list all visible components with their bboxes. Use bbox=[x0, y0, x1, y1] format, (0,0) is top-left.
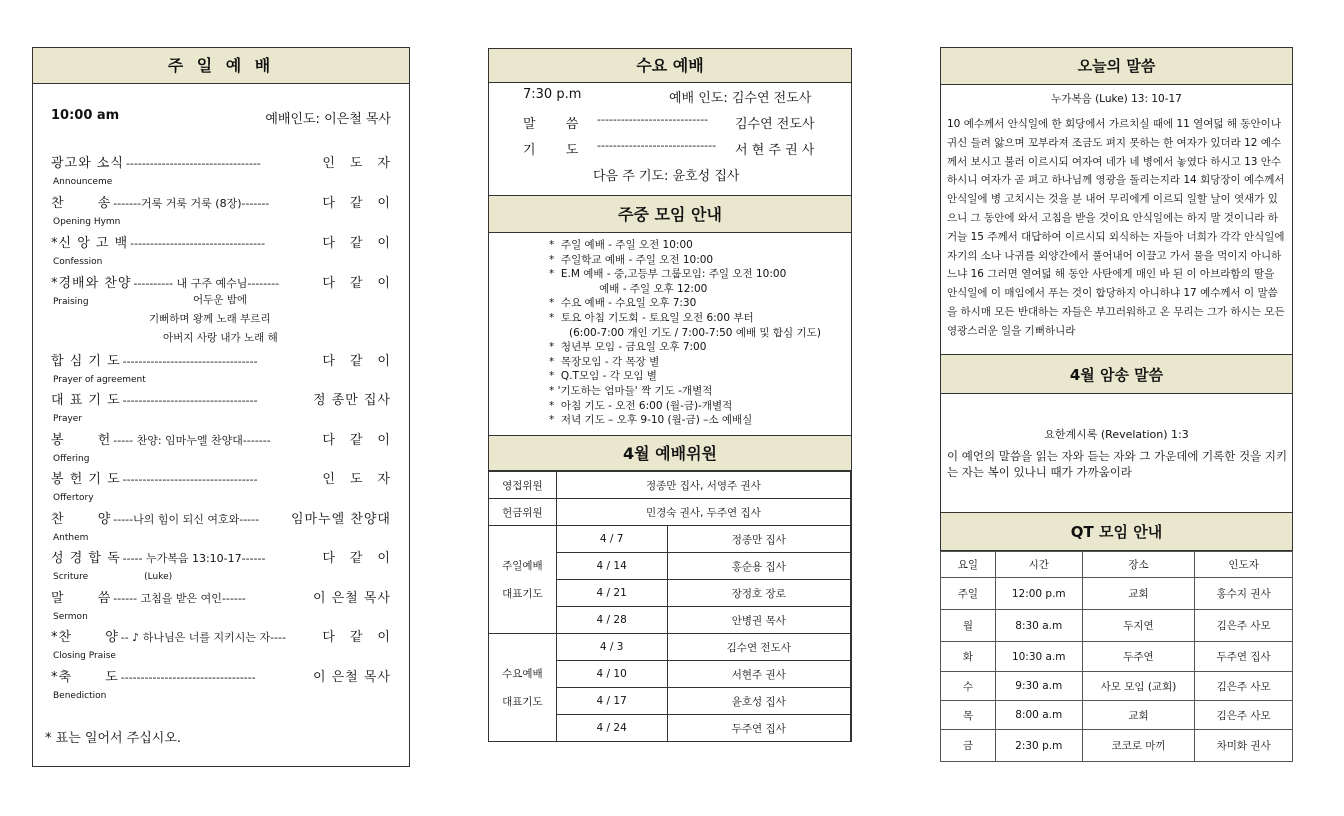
offering-row bbox=[489, 499, 851, 526]
sunday-prayer-group-label bbox=[489, 526, 557, 634]
order-item-detail: ----- 누가복음 13:10-17------ bbox=[122, 552, 266, 565]
order-item-english bbox=[53, 691, 391, 701]
order-item-line bbox=[51, 508, 391, 527]
todays-word-text: 10 예수께서 안식일에 한 회당에서 가르치실 때에 11 열여덟 해 동안이나 귀신 들려 앓으며 꼬부라져 조금도 펴지 못하는 한 여자가 있더라 12 예수께서 보시고 불러 이르시되 여자여 네가 네 병에서 놓였다 하시고 13 안수하시니 여자가 곧 펴고 하나님께 영광을 돌리는지라 14 회당장이 예수께서 안식일에 병 고치시는 것을 분 내어 무리에게 이르되 일할 날이 엿새가 있으니 그 동안에 와서 고침을 받을 것이요 안식일에는 하지 말 것이니라 하거늘 15 주께서 대답하여 이르시되 외식하는 자들아 너희가 각각 안식일에 자기의 소나 나귀를 외양간에서 풀어내어 이끌고 가서 물을 먹이지 아니하느냐 16 그러면 열여덟 해 동안 사탄에게 매인 바 된 이 아브라함의 딸을 안식일에 이 매임에서 푸는 것이 합당하지 아니하냐 17 예수께서 이 말씀을 하시매 모든 반대하는 자들은 부끄러워하고 온 무리는 그가 하시는 모든 영광스러운 일을 기뻐하니라 bbox=[947, 118, 1285, 337]
order-item-person: 다 같 이 bbox=[322, 354, 391, 369]
order-item-detail: ---------- 내 구주 예수님-------- bbox=[133, 277, 280, 290]
order-item-line bbox=[51, 547, 391, 566]
word-panel bbox=[940, 47, 1293, 762]
wednesday-panel bbox=[488, 48, 852, 742]
greeters-names: 정종만 집사, 서영주 권사 bbox=[556, 472, 850, 499]
order-item-english-label: Prayer bbox=[53, 414, 83, 424]
wednesday-prayer-who: 서 현 주 권 사 bbox=[735, 143, 815, 158]
order-item-person: 다 같 이 bbox=[322, 551, 391, 566]
order-item bbox=[51, 468, 391, 503]
weekly-item: (6:00-7:00 개인 기도 / 7:00-7:50 예배 및 합심 기도) bbox=[549, 326, 821, 339]
order-item-person: 다 같 이 bbox=[322, 236, 391, 251]
order-item-detail: -- ♪ 하나님은 너를 지키시는 자---- bbox=[120, 631, 286, 644]
order-item bbox=[51, 350, 391, 385]
qt-header-row bbox=[941, 552, 1293, 578]
duty-name: 안병권 목사 bbox=[667, 607, 850, 634]
qt-header-time: 시간 bbox=[995, 552, 1082, 578]
order-item-detail: ------ 고침을 받은 여인------ bbox=[113, 592, 246, 605]
weekly-item: * E.M 예배 - 중,고등부 그룹모임: 주일 오전 10:00 bbox=[549, 268, 787, 281]
sunday-service-panel bbox=[32, 47, 410, 767]
qt-leader: 홍수지 권사 bbox=[1195, 578, 1293, 610]
order-item-name: 찬 양 bbox=[51, 512, 112, 527]
duty-date: 4 / 7 bbox=[556, 526, 667, 553]
order-item-line bbox=[51, 626, 391, 645]
order-item-english-label: Praising bbox=[53, 297, 89, 307]
order-item-name: 말 씀 bbox=[51, 591, 112, 606]
todays-word-title: 오늘의 말씀 bbox=[941, 48, 1292, 85]
qt-day: 수 bbox=[941, 672, 996, 701]
greeters-row bbox=[489, 472, 851, 499]
weekly-title: 주중 모임 안내 bbox=[489, 195, 851, 233]
order-item-name: 봉 헌 기 도 bbox=[51, 472, 121, 487]
duty-date: 4 / 28 bbox=[556, 607, 667, 634]
qt-place: 사모 모임 (교회) bbox=[1082, 672, 1195, 701]
wednesday-sermon-label: 말 씀 bbox=[523, 117, 579, 132]
table-row bbox=[941, 610, 1293, 642]
wednesday-leader: 예배 인도: 김수연 전도사 bbox=[669, 91, 812, 106]
todays-word-reference: 누가복음 (Luke) 13: 10-17 bbox=[1051, 93, 1182, 105]
table-row bbox=[489, 526, 851, 553]
table-row bbox=[489, 634, 851, 661]
duty-date: 4 / 17 bbox=[556, 688, 667, 715]
wednesday-prayer-group-label bbox=[489, 634, 557, 742]
order-item-name: 성 경 합 독 bbox=[51, 551, 121, 566]
order-item-english-label: Closing Praise bbox=[53, 651, 116, 661]
sunday-prayer-label-1: 주일예배 bbox=[502, 559, 543, 572]
qt-leader: 두주연 집사 bbox=[1195, 642, 1293, 672]
duty-name: 홍순용 집사 bbox=[667, 553, 850, 580]
order-item-name: *찬 양 bbox=[51, 630, 119, 645]
order-item-detail: ---------------------------------- bbox=[120, 671, 256, 684]
qt-time: 9:30 a.m bbox=[995, 672, 1082, 701]
weekly-item: * 저녁 기도 – 오후 9-10 (월-금) –소 예배실 bbox=[549, 414, 753, 427]
sunday-leader: 예배인도: 이은철 목사 bbox=[265, 112, 391, 127]
table-row bbox=[941, 672, 1293, 701]
praise-line-2: 기뻐하며 왕께 노래 부르리 bbox=[149, 313, 271, 325]
next-week-prayer: 다음 주 기도: 윤호성 집사 bbox=[593, 169, 740, 184]
qt-header-day: 요일 bbox=[941, 552, 996, 578]
table-row bbox=[941, 730, 1293, 762]
order-item bbox=[51, 587, 391, 622]
weekly-item: * Q.T모임 - 각 모임 별 bbox=[549, 370, 657, 383]
duty-date: 4 / 3 bbox=[556, 634, 667, 661]
order-item-english-label: Anthem bbox=[53, 533, 89, 543]
order-item-person: 정 종만 집사 bbox=[312, 393, 391, 408]
order-item-line bbox=[51, 192, 391, 211]
memory-verse-title: 4월 암송 말씀 bbox=[941, 354, 1292, 394]
weekly-item: * 주일학교 예배 - 주일 오전 10:00 bbox=[549, 253, 714, 266]
order-item bbox=[51, 429, 391, 464]
order-item-person: 인 도 자 bbox=[322, 156, 391, 171]
order-item-english bbox=[53, 493, 391, 503]
order-item-line bbox=[51, 272, 391, 291]
order-item bbox=[51, 508, 391, 543]
weekly-item: * '기도하는 엄마들' 짝 기도 -개별적 bbox=[549, 385, 713, 397]
order-item-english bbox=[53, 375, 391, 385]
order-item-line bbox=[51, 232, 391, 251]
weekly-item: * 청년부 모임 - 금요일 오후 7:00 bbox=[549, 341, 707, 354]
duty-name: 정종만 집사 bbox=[667, 526, 850, 553]
wednesday-title: 수요 예배 bbox=[489, 49, 851, 83]
order-item-detail: ---------------------------------- bbox=[122, 394, 258, 407]
sunday-time: 10:00 am bbox=[51, 108, 120, 123]
table-row bbox=[941, 642, 1293, 672]
duty-date: 4 / 21 bbox=[556, 580, 667, 607]
qt-place: 두주연 bbox=[1082, 642, 1195, 672]
order-item bbox=[51, 626, 391, 661]
qt-time: 2:30 p.m bbox=[995, 730, 1082, 762]
order-item-english bbox=[53, 572, 391, 582]
order-item bbox=[51, 232, 391, 267]
order-item-person: 다 같 이 bbox=[322, 630, 391, 645]
qt-day: 주일 bbox=[941, 578, 996, 610]
order-item bbox=[51, 152, 391, 187]
qt-title: QT 모임 안내 bbox=[941, 512, 1292, 551]
wednesday-sermon-who: 김수연 전도사 bbox=[735, 117, 815, 132]
order-item-detail: -----나의 힘이 되신 여호와----- bbox=[113, 513, 260, 526]
wednesday-prayer-label-1: 수요예배 bbox=[502, 667, 543, 680]
order-item-name: *축 도 bbox=[51, 670, 119, 685]
order-item-english bbox=[53, 651, 391, 661]
duty-date: 4 / 14 bbox=[556, 553, 667, 580]
order-item-name: *경배와 찬양 bbox=[51, 276, 132, 291]
order-item-english-label: Scriture bbox=[53, 572, 89, 582]
order-item-english bbox=[53, 177, 391, 187]
order-item-name: 봉 헌 bbox=[51, 433, 112, 448]
order-item-english-label: Confession bbox=[53, 257, 103, 267]
memory-verse-text: 이 예언의 말씀을 읽는 자와 듣는 자와 그 가운데에 기록한 것을 지키는 자는 복이 있나니 때가 가까움이라 bbox=[947, 449, 1288, 479]
order-item-english bbox=[53, 414, 391, 424]
order-item bbox=[51, 389, 391, 424]
order-item bbox=[51, 192, 391, 227]
weekly-item: * 목장모임 - 각 목장 별 bbox=[549, 355, 660, 368]
order-item bbox=[51, 666, 391, 701]
wednesday-prayer-label: 기 도 bbox=[523, 143, 579, 158]
wednesday-sermon-dash: ---------------------------- bbox=[597, 113, 709, 126]
stand-note: * 표는 일어서 주십시오. bbox=[45, 731, 182, 746]
duty-name: 윤호성 집사 bbox=[667, 688, 850, 715]
order-item-name: 찬 송 bbox=[51, 196, 112, 211]
duty-name: 장정호 장로 bbox=[667, 580, 850, 607]
order-item-name: *신 앙 고 백 bbox=[51, 236, 129, 251]
order-item-english-label: Benediction bbox=[53, 691, 107, 701]
order-item-line bbox=[51, 468, 391, 487]
weekly-item: 예배 - 주일 오후 12:00 bbox=[549, 282, 708, 295]
wednesday-prayer-dash: ------------------------------ bbox=[597, 139, 717, 152]
sunday-service-title: 주 일 예 배 bbox=[33, 48, 409, 84]
order-item-english-label: Offering bbox=[53, 454, 90, 464]
offering-names: 민경숙 권사, 두주연 집사 bbox=[556, 499, 850, 526]
qt-header-leader: 인도자 bbox=[1195, 552, 1293, 578]
qt-leader: 김은주 사모 bbox=[1195, 672, 1293, 701]
order-item-english bbox=[53, 612, 391, 622]
praise-line-3: 아버지 사랑 내가 노래 해 bbox=[163, 332, 278, 344]
weekly-item: * 토요 아침 기도회 - 토요일 오전 6:00 부터 bbox=[549, 312, 754, 324]
qt-leader: 차미화 권사 bbox=[1195, 730, 1293, 762]
weekly-item: * 수요 예배 - 수요일 오후 7:30 bbox=[549, 297, 697, 310]
order-item-person: 임마누엘 찬양대 bbox=[290, 512, 391, 527]
order-item-english-label: Offertory bbox=[53, 493, 94, 503]
order-item-person: 인 도 자 bbox=[322, 472, 391, 487]
order-item-detail: ----- 찬양: 임마누엘 찬양대------- bbox=[113, 434, 271, 447]
qt-time: 12:00 p.m bbox=[995, 578, 1082, 610]
april-duty-title: 4월 예배위원 bbox=[489, 435, 851, 471]
qt-place: 교회 bbox=[1082, 701, 1195, 730]
order-item-english-label: Sermon bbox=[53, 612, 88, 622]
order-item-detail: ---------------------------------- bbox=[122, 355, 258, 368]
order-item-person: 다 같 이 bbox=[322, 276, 391, 291]
praise-line-1: 어두운 밤에 bbox=[193, 294, 248, 306]
duty-date: 4 / 24 bbox=[556, 715, 667, 742]
order-item-person: 다 같 이 bbox=[322, 196, 391, 211]
duty-date: 4 / 10 bbox=[556, 661, 667, 688]
qt-day: 화 bbox=[941, 642, 996, 672]
order-item-detail: ---------------------------------- bbox=[130, 237, 266, 250]
weekly-item: * 주일 예배 - 주일 오전 10:00 bbox=[549, 239, 693, 251]
qt-time: 8:30 a.m bbox=[995, 610, 1082, 642]
order-item-line bbox=[51, 666, 391, 685]
qt-place: 교회 bbox=[1082, 578, 1195, 610]
duty-name: 김수연 전도사 bbox=[667, 634, 850, 661]
sunday-prayer-label-2: 대표기도 bbox=[502, 587, 543, 600]
order-item-name: 광고와 소식 bbox=[51, 156, 124, 171]
qt-table bbox=[940, 551, 1293, 762]
weekly-item: * 아침 기도 - 오전 6:00 (월-금)-개별적 bbox=[549, 399, 733, 412]
order-item-person: 이 은철 목사 bbox=[312, 670, 391, 685]
order-item-line bbox=[51, 429, 391, 448]
order-item-english-label: Prayer of agreement bbox=[53, 375, 146, 385]
duty-name: 두주연 집사 bbox=[667, 715, 850, 742]
table-row bbox=[941, 701, 1293, 730]
order-item-person: 이 은철 목사 bbox=[312, 591, 391, 606]
order-item-english bbox=[53, 454, 391, 464]
qt-place: 코코로 마끼 bbox=[1082, 730, 1195, 762]
order-item-detail: ---------------------------------- bbox=[125, 157, 261, 170]
duty-name: 서현주 권사 bbox=[667, 661, 850, 688]
wednesday-prayer-label-2: 대표기도 bbox=[502, 695, 543, 708]
qt-time: 10:30 a.m bbox=[995, 642, 1082, 672]
order-item-line bbox=[51, 152, 391, 171]
memory-verse-reference: 요한계시록 (Revelation) 1:3 bbox=[1044, 428, 1189, 441]
greeters-label: 영접위원 bbox=[489, 472, 557, 499]
qt-header-place: 장소 bbox=[1082, 552, 1195, 578]
order-item-detail: ---------------------------------- bbox=[122, 473, 258, 486]
order-item bbox=[51, 547, 391, 582]
order-item-english-label: Announceme bbox=[53, 177, 113, 187]
order-item-line bbox=[51, 350, 391, 369]
qt-place: 두지연 bbox=[1082, 610, 1195, 642]
order-item-english-note: (Luke) bbox=[144, 572, 173, 582]
order-item-english bbox=[53, 217, 391, 227]
qt-time: 8:00 a.m bbox=[995, 701, 1082, 730]
qt-day: 금 bbox=[941, 730, 996, 762]
qt-leader: 김은주 사모 bbox=[1195, 701, 1293, 730]
sunday-time-row bbox=[51, 108, 391, 127]
qt-leader: 김은주 사모 bbox=[1195, 610, 1293, 642]
order-item-english bbox=[53, 533, 391, 543]
order-item-line bbox=[51, 587, 391, 606]
order-item-name: 합 심 기 도 bbox=[51, 354, 121, 369]
order-item-line bbox=[51, 389, 391, 408]
april-duty-table bbox=[488, 471, 851, 742]
order-item-english-label: Opening Hymn bbox=[53, 217, 121, 227]
qt-day: 목 bbox=[941, 701, 996, 730]
order-item-detail: -------거룩 거룩 거룩 (8장)------- bbox=[113, 197, 270, 210]
offering-label: 헌금위원 bbox=[489, 499, 557, 526]
order-item-person: 다 같 이 bbox=[322, 433, 391, 448]
qt-day: 월 bbox=[941, 610, 996, 642]
order-item-name: 대 표 기 도 bbox=[51, 393, 121, 408]
wednesday-time: 7:30 p.m bbox=[523, 87, 582, 102]
order-item-english bbox=[53, 257, 391, 267]
table-row bbox=[941, 578, 1293, 610]
